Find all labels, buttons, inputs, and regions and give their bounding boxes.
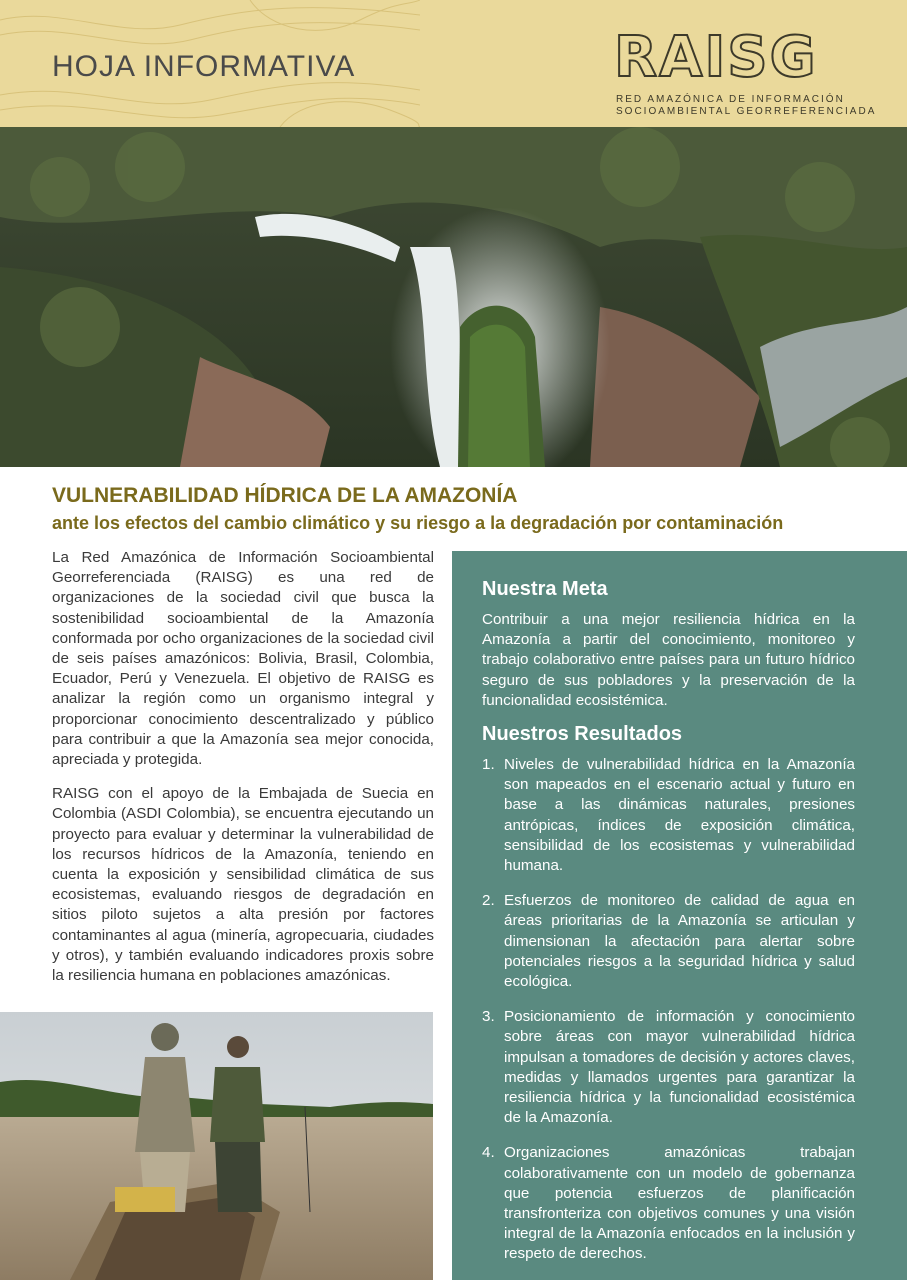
- list-item: [482, 1143, 855, 1264]
- item-text: Esfuerzos de monitoreo de calidad de agua en áreas prioritarias de la Amazonía se articulan y dimensionan la afectación para alertar sobre potenciales riesgos a la seguridad hídrica y salud ecológica.: [504, 892, 855, 991]
- item-number: 3.: [482, 1008, 495, 1026]
- item-text: Niveles de vulnerabilidad hídrica en la Amazonía son mapeados en el escenario actual y futuro en base a las dinámicas naturales, presiones antrópicas, índices de exposición climática, sensibilidad de los ecosistemas y vulnerabilidad humana.: [504, 756, 855, 875]
- intro-text: [52, 548, 434, 1000]
- goal-text: Contribuir a una mejor resiliencia hídrica en la Amazonía a partir del conocimiento, monitoreo y trabajo colaborativo entre países para un futuro hídrico seguro de sus pobladores y la preservación de la funcionalidad ecosistémica.: [482, 611, 855, 709]
- logo-subtitle-line1: RED AMAZÓNICA DE INFORMACIÓN: [616, 94, 845, 105]
- item-number: 4.: [482, 1144, 495, 1162]
- river-boat-photo: [0, 1012, 433, 1280]
- list-item: [482, 891, 855, 992]
- logo-subtitle: [616, 94, 876, 118]
- list-item: [482, 1007, 855, 1128]
- raisg-logo: RAISG: [614, 25, 818, 90]
- logo-subtitle-line2: SOCIOAMBIENTAL GEORREFERENCIADA: [616, 106, 877, 117]
- item-number: 1.: [482, 756, 495, 773]
- item-text: Posicionamiento de información y conocimiento sobre áreas con mayor vulnerabilidad hídrica impulsan a tomadores de decisión y actores claves, medidas y llamados urgentes para garantizar la resiliencia hídrica y la funcionalidad ecosistémica de la Amazonía.: [504, 1008, 855, 1127]
- goal-heading: Nuestra Meta: [482, 578, 608, 600]
- intro-paragraph: RAISG con el apoyo de la Embajada de Suecia en Colombia (ASDI Colombia), se encuentra ejecutando un proyecto para evaluar y determinar la vulnerabilidad de los recursos hídricos de la Amazonía, teniendo en cuenta la exposición y sensibilidad climática de sus ecosistemas, evaluando riesgos de degradación en sitios piloto sujetos a alta presión por factores contaminantes al agua (minería, agropecuaria, ciudades y otros), y también evaluando indicadores proxis sobre la resiliencia humana en poblaciones amazónicas.: [52, 785, 434, 985]
- page-subtitle: ante los efectos del cambio climático y su riesgo a la degradación por contaminación: [52, 513, 784, 533]
- results-heading: Nuestros Resultados: [482, 723, 683, 745]
- waterfall-photo: [0, 127, 907, 467]
- item-text: Organizaciones amazónicas trabajan colaborativamente con un modelo de gobernanza que potencia esfuerzos de planificación transfronteriza con objetivos comunes y una visión integral de la Amazonía enfocados en la inclusión y respeto de derechos.: [504, 1144, 855, 1263]
- page-title: VULNERABILIDAD HÍDRICA DE LA AMAZONÍA: [52, 484, 518, 507]
- document-type-label: HOJA INFORMATIVA: [52, 50, 356, 83]
- intro-paragraph: La Red Amazónica de Información Socioambiental Georreferenciada (RAISG) es una red de organizaciones de la sociedad civil que busca la sostenibilidad socioambiental de la Amazonía conformada por ocho organizaciones de la sociedad civil de seis países amazónicos: Bolivia, Brasil, Colombia, Ecuador, Perú y Venezuela. El objetivo de RAISG es analizar la región como un organismo integral y proporcionar conocimiento descentralizado y público para contribuir a que la Amazonía sea mejor conocida, apreciada y protegida.: [52, 549, 434, 769]
- results-list: [482, 755, 855, 1280]
- item-number: 2.: [482, 892, 495, 910]
- list-item: [482, 755, 855, 876]
- header-band: [0, 0, 907, 127]
